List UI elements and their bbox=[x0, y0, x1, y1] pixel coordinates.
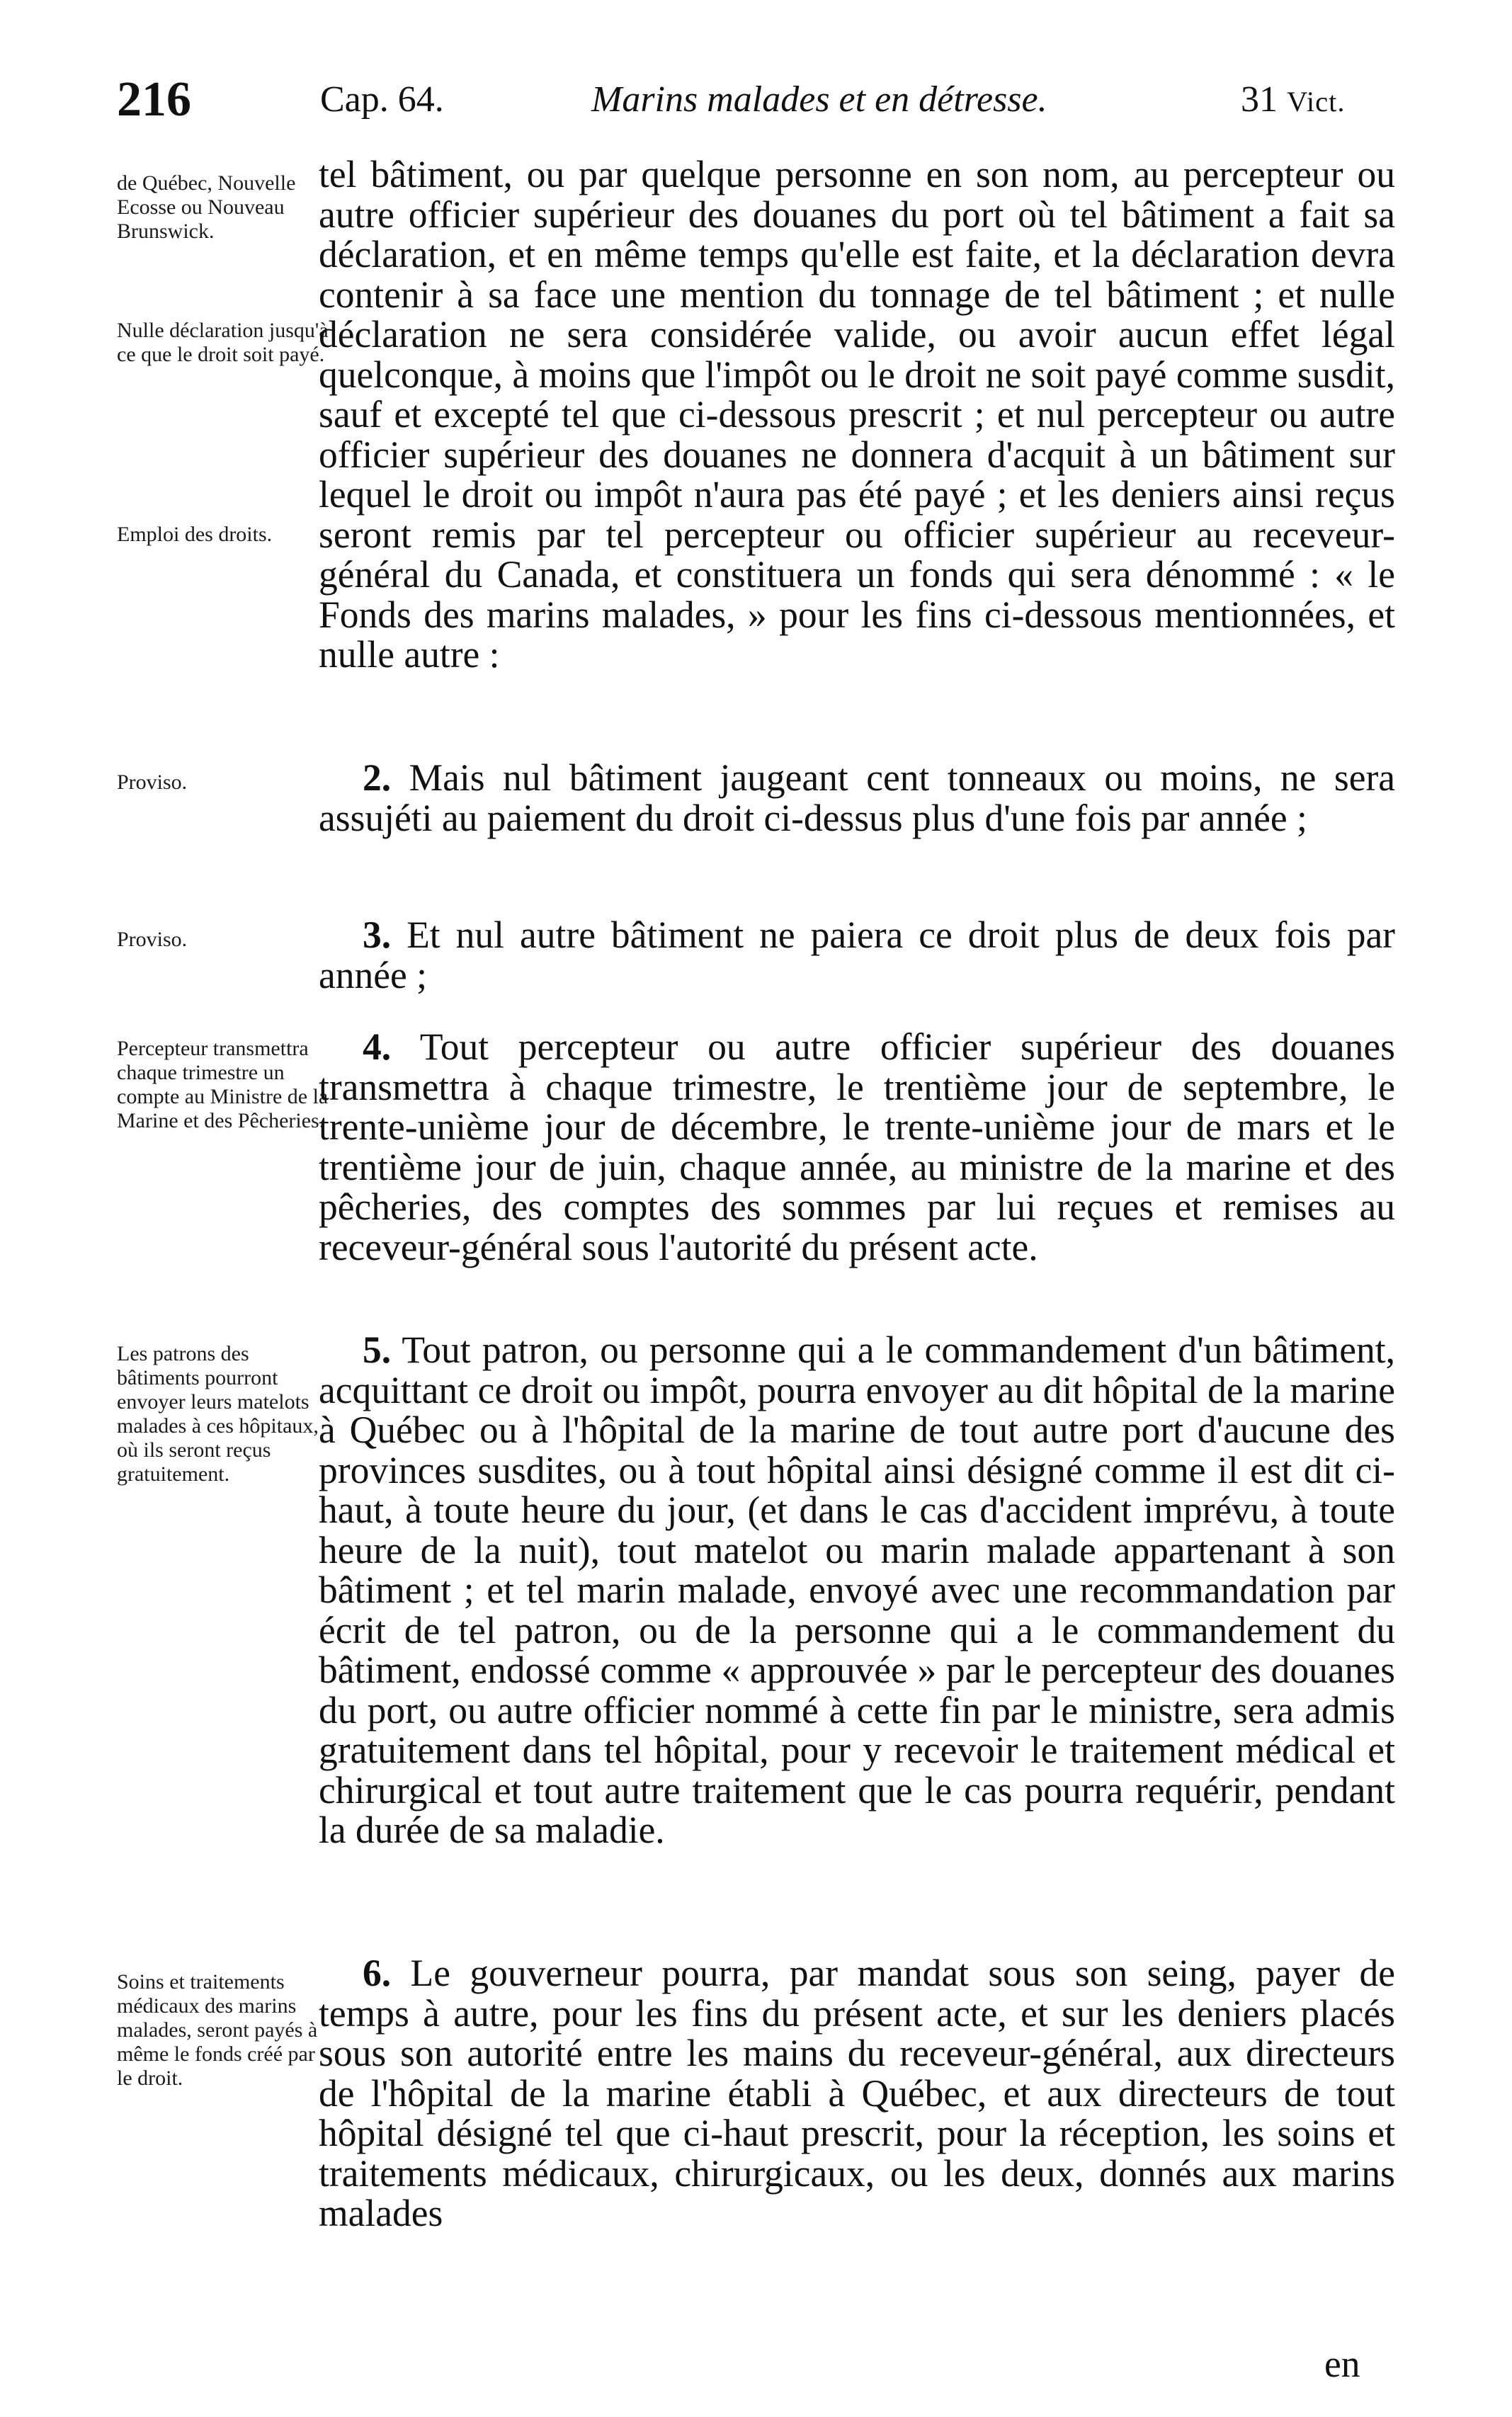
paragraph-number: 3. bbox=[363, 914, 392, 956]
margin-note-quarterly-account: Percepteur transmettra chaque trimestre un compte au Ministre de la Marine et des Pêcheries. bbox=[117, 1037, 329, 1132]
margin-note-use-of-duties: Emploi des droits. bbox=[117, 523, 273, 546]
paragraph-text: Et nul autre bâtiment ne paiera ce droit plus de deux fois par année ; bbox=[319, 914, 1396, 996]
margin-note-proviso-1: Proviso. bbox=[117, 770, 188, 794]
margin-note-proviso-2: Proviso. bbox=[117, 928, 188, 951]
regnal-number: 31 bbox=[1241, 79, 1287, 120]
paragraph-text: Tout patron, ou personne qui a le commandement d'un bâtiment, acquittant ce droit ou impôt, pourra envoyer au dit hôpital de la marine à Québec ou à l'hôpital de la marine de tout autre port d'aucune des provinces susdites, ou à tout hôpital ainsi désigné comme il est dit ci-haut, à toute heure du jour, (et dans le cas d'accident imprévu, à toute heure de la nuit), tout matelot ou marin malade appartenant à son bâtiment ; et tel marin malade, envoyé avec une recommandation par écrit de tel patron, ou de la personne qui a le commandement du bâtiment, endossé comme « approuvée » par le percepteur des douanes du port, ou autre officier nommé à cette fin par le ministre, sera admis gratuitement dans tel hôpital, pour y recevoir le traitement médical et chirurgical et tout autre traitement que le cas pourra requérir, pendant la durée de sa maladie. bbox=[319, 1329, 1395, 1851]
margin-note-medical-care: Soins et traitements médicaux des marins malades, seront payés à même le fonds créé par le droit. bbox=[117, 1970, 318, 2090]
paragraph-number: 4. bbox=[363, 1025, 392, 1068]
margin-note-masters-send-sailors: Les patrons des bâtiments pourront envoyer leurs matelots malades à ces hôpitaux, où ils seront reçus gratuitement. bbox=[117, 1342, 319, 1486]
paragraph-text: Le gouverneur pourra, par mandat sous son seing, payer de temps à autre, pour les fins du présent acte, et sur les deniers placés sous son autorité entre les mains du receveur-général, aux directeurs de l'hôpital de la marine établi à Québec, et aux directeurs de tout hôpital désigné tel que ci-haut prescrit, pour la réception, les soins et traitements médicaux, chirurgicaux, ou les deux, donnés aux marins malades bbox=[319, 1952, 1396, 2234]
catchword: en bbox=[1324, 2343, 1360, 2385]
paragraph-3 bbox=[319, 915, 1395, 995]
margin-note-provinces: de Québec, Nouvelle Ecosse ou Nouveau Brunswick. bbox=[117, 171, 296, 243]
page-number: 216 bbox=[117, 72, 191, 127]
paragraph-2 bbox=[319, 758, 1395, 838]
running-title: Marins malades et en détresse. bbox=[591, 79, 1047, 120]
paragraph-number: 6. bbox=[363, 1952, 392, 1994]
regnal-word: Vict. bbox=[1287, 86, 1346, 118]
paragraph-6 bbox=[319, 1953, 1395, 2234]
paragraph-text: tel bâtiment, ou par quelque personne en son nom, au percepteur ou autre officier supérieur des douanes du port où tel bâtiment a fait sa déclaration, et en même temps qu'elle est faite, et la déclaration devra contenir à sa face une mention du tonnage de tel bâtiment ; et nulle déclaration ne sera considérée valide, ou avoir aucun effet légal quelconque, à moins que l'impôt ou le droit ne soit payé comme susdit, sauf et excepté tel que ci-dessous prescrit ; et nul percepteur ou autre officier supérieur des douanes ne donnera d'acquit à un bâtiment sur lequel le droit ou impôt n'aura pas été payé ; et les deniers ainsi reçus seront remis par tel percepteur ou officier supérieur au receveur-général du Canada, et constituera un fonds qui sera dénommé : « le Fonds des marins malades, » pour les fins ci-dessous mentionnées, et nulle autre : bbox=[319, 153, 1395, 676]
regnal-year bbox=[1241, 68, 1346, 134]
paragraph-text: Mais nul bâtiment jaugeant cent tonneaux ou moins, ne sera assujéti au paiement du droit ci-dessus plus d'une fois par année ; bbox=[319, 756, 1395, 839]
paragraph-number: 5. bbox=[363, 1329, 392, 1371]
chapter-label: Cap. 64. bbox=[320, 79, 444, 120]
paragraph-text: Tout percepteur ou autre officier supérieur des douanes transmettra à chaque trimestre, le trentième jour de septembre, le trente-unième jour de décembre, le trente-unième jour de mars et le trentième jour de juin, chaque année, au ministre de la marine et des pêcheries, des comptes des sommes par lui reçues et remises au receveur-général sous l'autorité du présent acte. bbox=[319, 1025, 1395, 1268]
paragraph-number: 2. bbox=[363, 756, 392, 799]
paragraph-5 bbox=[319, 1330, 1395, 1850]
margin-note-no-declaration: Nulle déclaration jusqu'à ce que le droit soit payé. bbox=[117, 319, 329, 366]
running-header bbox=[0, 68, 1512, 132]
paragraph-4 bbox=[319, 1027, 1395, 1267]
paragraph-continued bbox=[319, 154, 1395, 675]
